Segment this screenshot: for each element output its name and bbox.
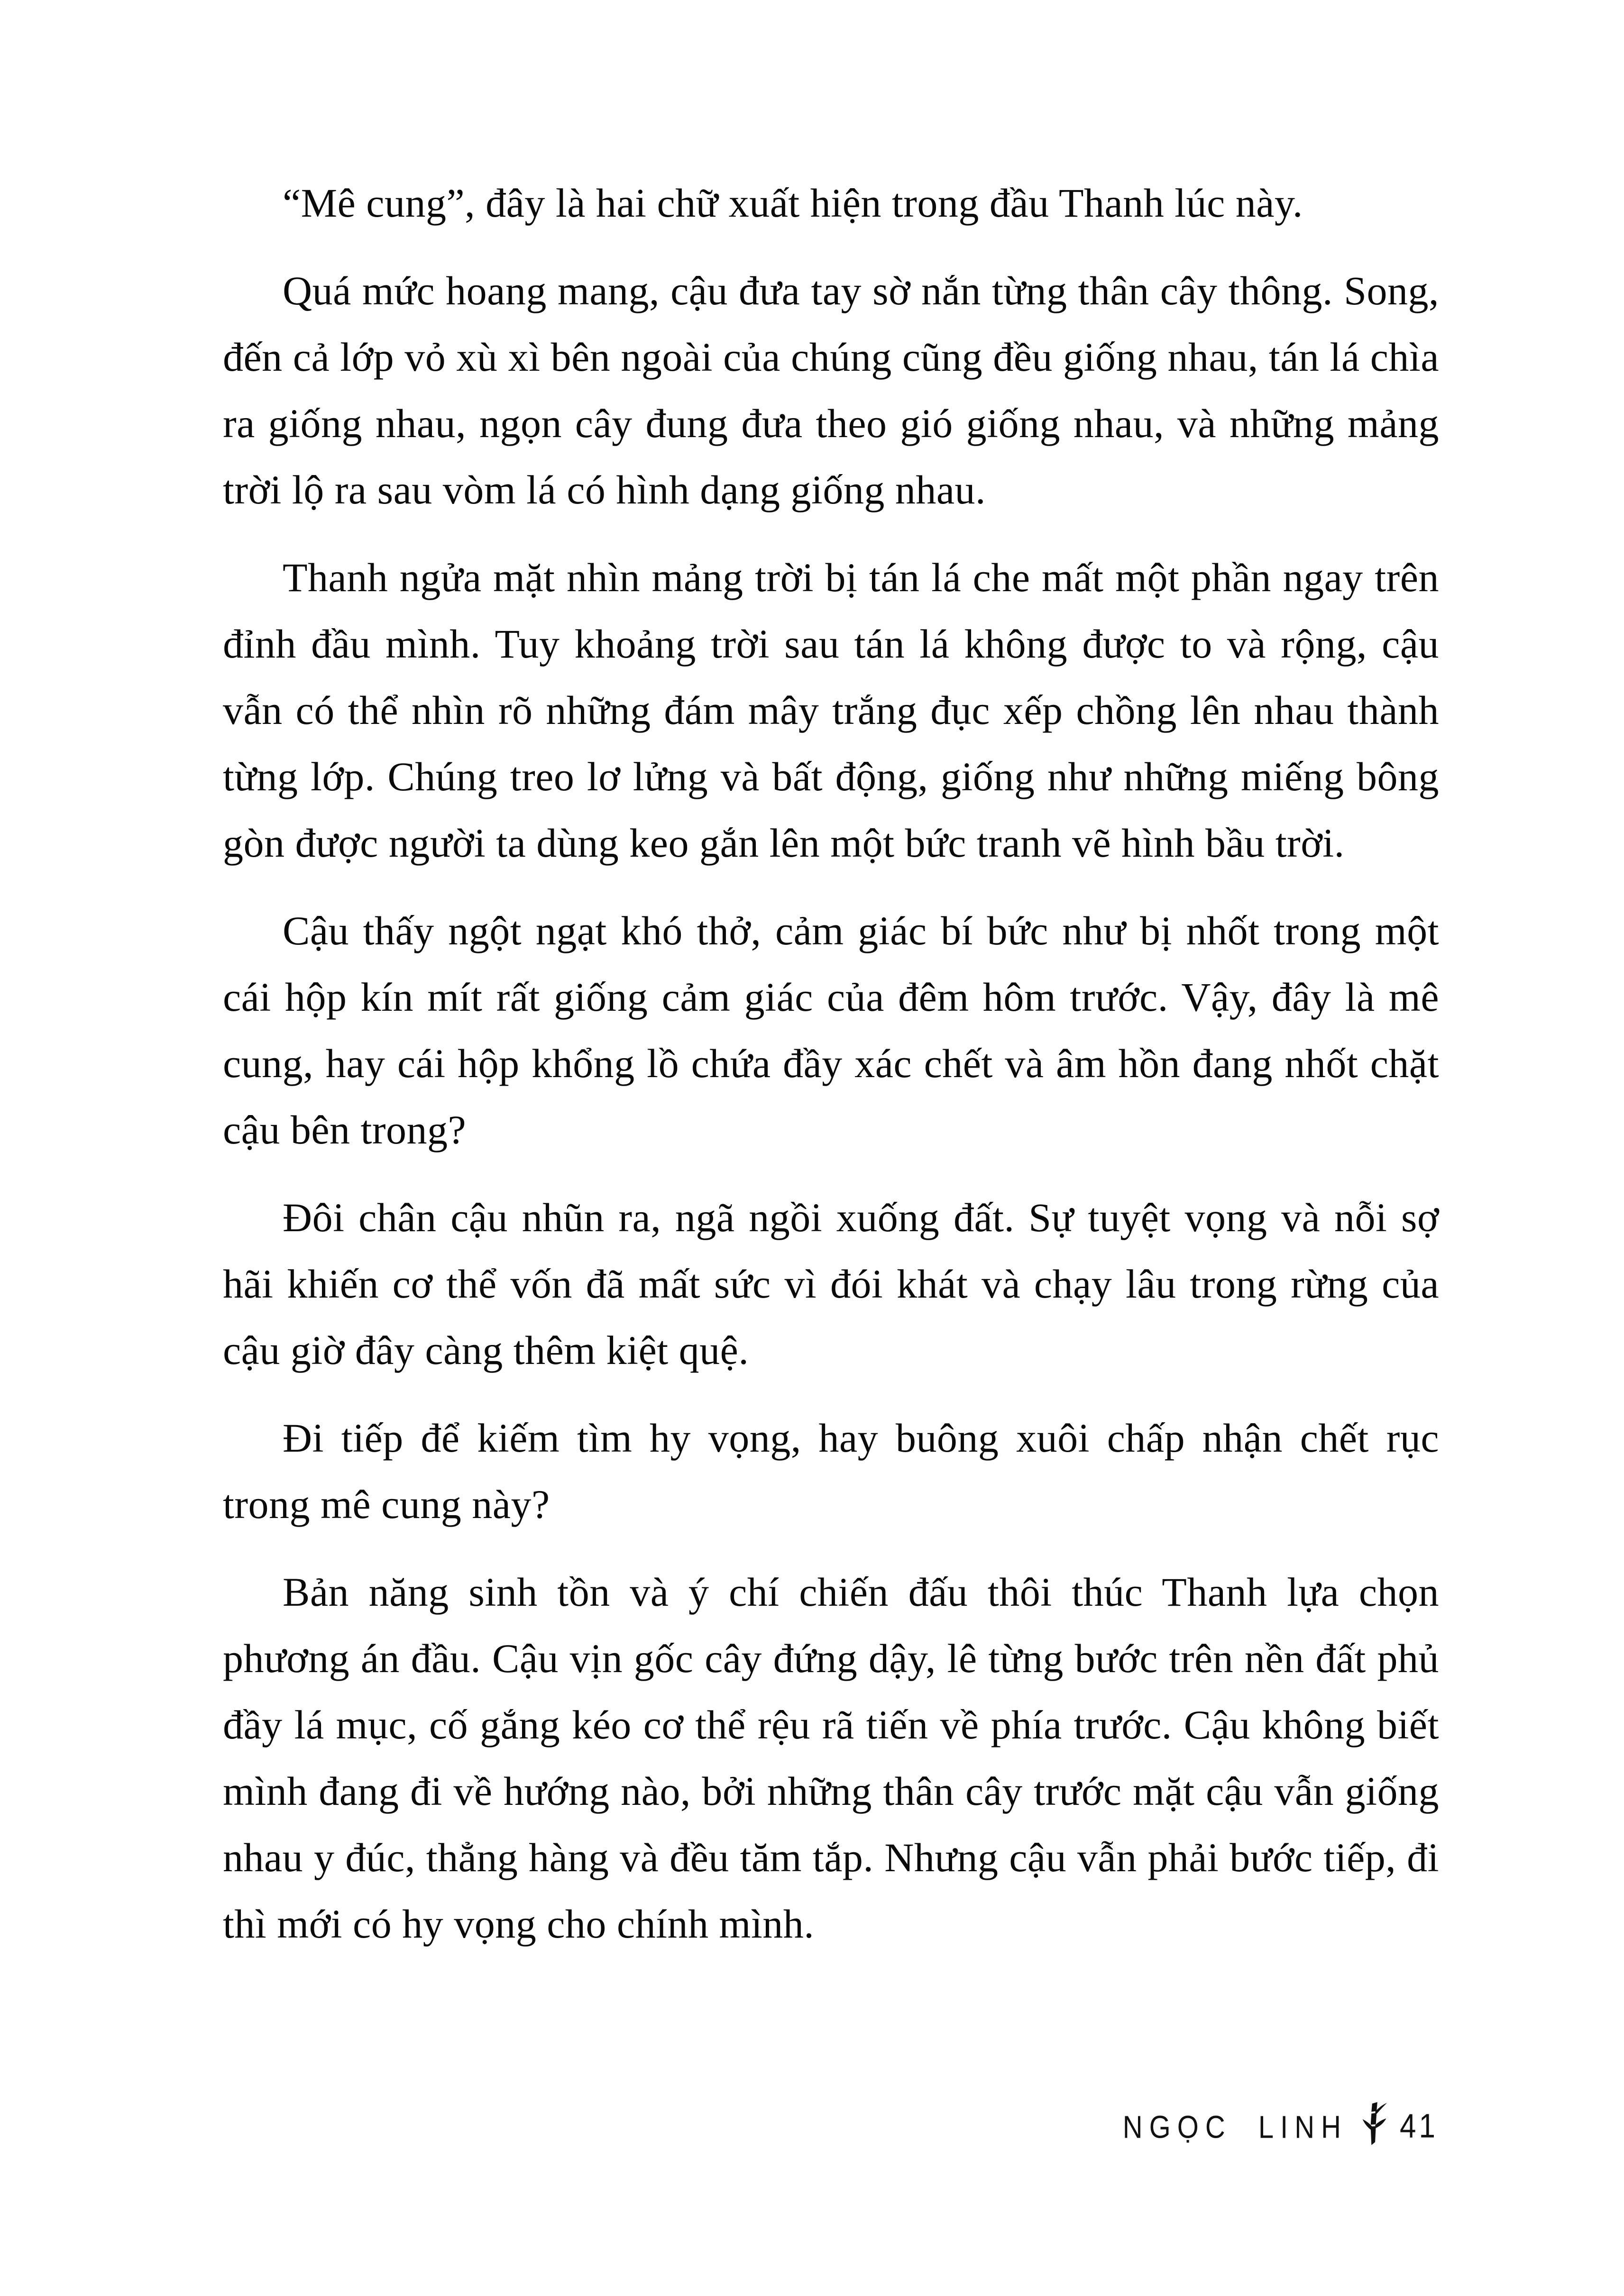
paragraph: Thanh ngửa mặt nhìn mảng trời bị tán lá che mất một phần ngay trên đỉnh đầu mình. Tuy khoảng trời sau tán lá không được to và rộng, cậu vẫn có thể nhìn rõ những đám mây trắng đục xếp chồng lên nhau thành từng lớp. Chúng treo lơ lửng và bất động, giống như những miếng bông gòn được người ta dùng keo gắn lên một bức tranh vẽ hình bầu trời. (223, 555, 1439, 866)
paragraph: Quá mức hoang mang, cậu đưa tay sờ nắn từng thân cây thông. Song, đến cả lớp vỏ xù xì bên ngoài của chúng cũng đều giống nhau, tán lá chìa ra giống nhau, ngọn cây đung đưa theo gió giống nhau, và những mảng trời lộ ra sau vòm lá có hình dạng giống nhau. (223, 268, 1439, 512)
page-number: 41 (1400, 2107, 1438, 2145)
author-name: NGỌC LINH (1122, 2109, 1348, 2145)
paragraph: Đôi chân cậu nhũn ra, ngã ngồi xuống đất. Sự tuyệt vọng và nỗi sợ hãi khiến cơ thể vốn đã mất sức vì đói khát và chạy lâu trong rừng của cậu giờ đây càng thêm kiệt quệ. (223, 1195, 1439, 1373)
paragraph: “Mê cung”, đây là hai chữ xuất hiện trong đầu Thanh lúc này. (283, 180, 1303, 226)
page-footer (1123, 2099, 1438, 2147)
bamboo-icon (1360, 2102, 1387, 2150)
page-text-block (223, 170, 1439, 1957)
paragraph: Cậu thấy ngột ngạt khó thở, cảm giác bí bức như bị nhốt trong một cái hộp kín mít rất giống cảm giác của đêm hôm trước. Vậy, đây là mê cung, hay cái hộp khổng lồ chứa đầy xác chết và âm hồn đang nhốt chặt cậu bên trong? (223, 908, 1439, 1153)
paragraph: Đi tiếp để kiếm tìm hy vọng, hay buông xuôi chấp nhận chết rục trong mê cung này? (223, 1415, 1439, 1527)
paragraph: Bản năng sinh tồn và ý chí chiến đấu thôi thúc Thanh lựa chọn phương án đầu. Cậu vịn gốc cây đứng dậy, lê từng bước trên nền đất phủ đầy lá mục, cố gắng kéo cơ thể rệu rã tiến về phía trước. Cậu không biết mình đang đi về hướng nào, bởi những thân cây trước mặt cậu vẫn giống nhau y đúc, thẳng hàng và đều tăm tắp. Nhưng cậu vẫn phải bước tiếp, đi thì mới có hy vọng cho chính mình. (223, 1569, 1439, 1947)
